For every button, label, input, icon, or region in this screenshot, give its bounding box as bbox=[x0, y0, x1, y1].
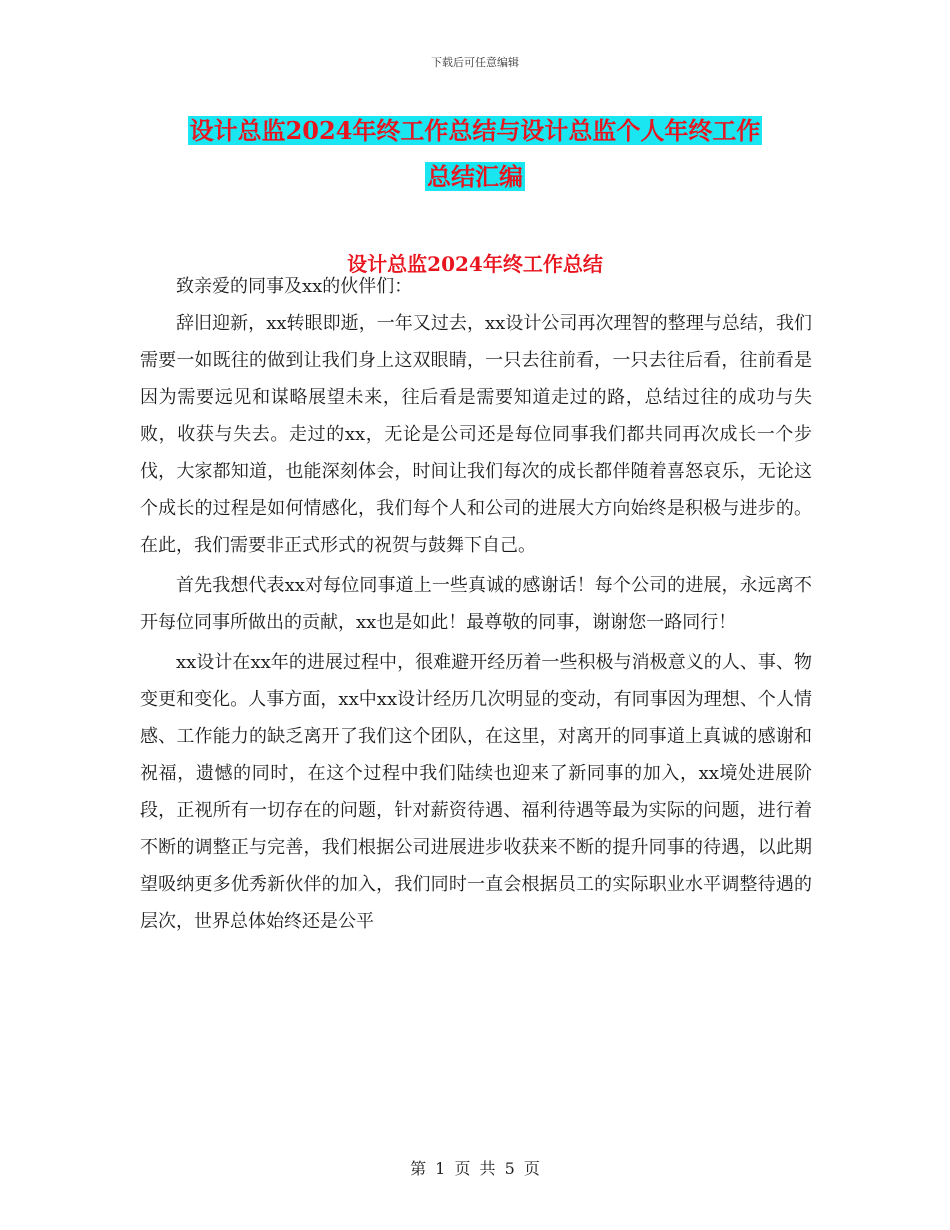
document-title-line-2: 总结汇编 bbox=[427, 162, 523, 191]
document-body bbox=[140, 268, 812, 940]
paragraph: 辞旧迎新，xx转眼即逝，一年又过去，xx设计公司再次理智的整理与总结，我们需要一如既往的做到让我们身上这双眼睛，一只去往前看，一只去往后看，往前看是因为需要远见和谋略展望未来，往后看是需要知道走过的路，总结过往的成功与失败，收获与失去。走过的xx，无论是公司还是每位同事我们都共同再次成长一个步伐，大家都知道，也能深刻体会，时间让我们每次的成长都伴随着喜怒哀乐，无论这个成长的过程是如何情感化，我们每个人和公司的进展大方向始终是积极与进步的。在此，我们需要非正式形式的祝贺与鼓舞下自己。 bbox=[140, 313, 812, 556]
page-number: 第 1 页 共 5 页 bbox=[410, 1159, 540, 1178]
section-title: 设计总监2024年终工作总结 bbox=[347, 252, 603, 276]
document-title-line-1: 设计总监2024年终工作总结与设计总监个人年终工作 bbox=[189, 116, 761, 145]
document-title bbox=[0, 108, 950, 200]
paragraph: 首先我想代表xx对每位同事道上一些真诚的感谢话！每个公司的进展，永远离不开每位同事所做出的贡献，xx也是如此！最尊敬的同事，谢谢您一路同行！ bbox=[140, 575, 812, 633]
paragraph: xx设计在xx年的进展过程中，很难避开经历着一些积极与消极意义的人、事、物变更和变化。人事方面，xx中xx设计经历几次明显的变动，有同事因为理想、个人情感、工作能力的缺乏离开了我们这个团队，在这里，对离开的同事道上真诚的感谢和祝福，遗憾的同时，在这个过程中我们陆续也迎来了新同事的加入，xx境处进展阶段，正视所有一切存在的问题，针对薪资待遇、福利待遇等最为实际的问题，进行着不断的调整正与完善，我们根据公司进展进步收获来不断的提升同事的待遇，以此期望吸纳更多优秀新伙伴的加入，我们同时一直会根据员工的实际职业水平调整待遇的层次，世界总体始终还是公平 bbox=[140, 652, 812, 932]
page-header-note: 下载后可任意编辑 bbox=[431, 56, 519, 69]
paragraph-salutation: 致亲爱的同事及xx的伙伴们： bbox=[176, 276, 413, 297]
